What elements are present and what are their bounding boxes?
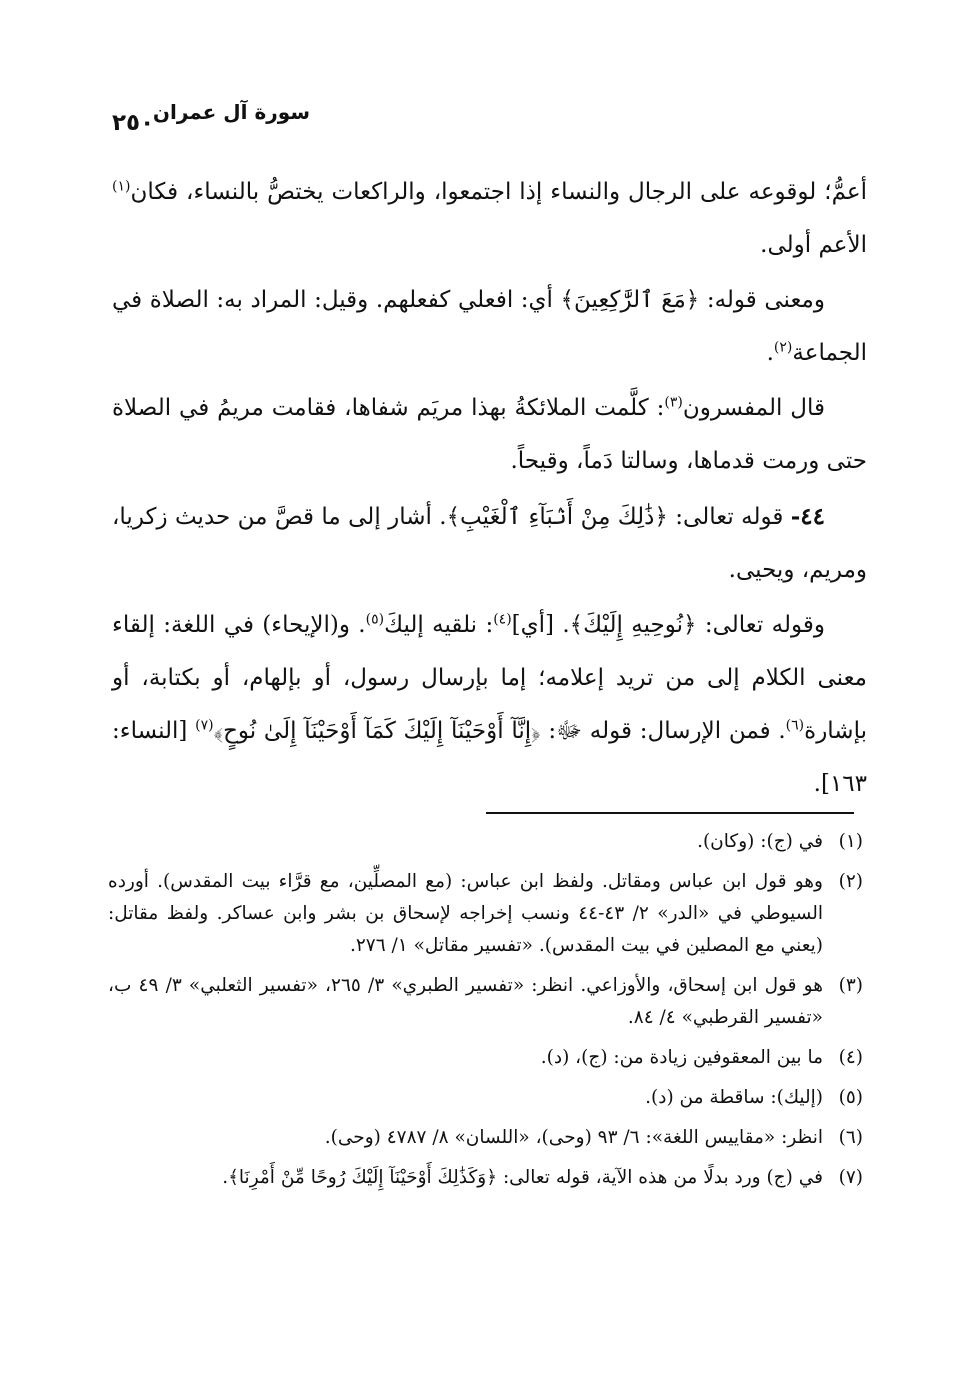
footnote-item [108,1082,863,1114]
running-header-title: سورة آل عمران [152,100,310,124]
footnote-ref-3[interactable]: (٣) [664,394,683,411]
footnote-item [108,826,863,858]
footnote-item [108,1162,863,1194]
footnote-number: (٦) [838,1127,863,1148]
p2-end: . [766,340,774,366]
footnote-text: وهو قول ابن عباس ومقاتل. ولفظ ابن عباس: (مع المصلِّين، مع قرَّاء بيت المقدس). أورده السيوطي في «الدر» ٢/ ٤٣-٤٤ ونسب إخراجه لإسحاق بن بشر وابن عساكر. ولفظ مقاتل: (يعني مع المصلين في بيت المقدس). «تفسير مقاتل» ١/ ٢٧٦. [108,871,823,956]
paragraph-5 [112,599,867,811]
footnote-text: انظر: «مقاييس اللغة»: ٦/ ٩٣ (وحى)، «اللسان» ٨/ ٤٧٨٧ (وحى). [324,1127,823,1148]
footnote-ref-1[interactable]: (١) [112,178,131,195]
footnote-ref-4[interactable]: (٤) [493,611,512,628]
footnote-number: (٧) [838,1167,863,1188]
footnote-ref-2[interactable]: (٢) [773,339,793,356]
main-text [112,166,867,813]
footnote-item [108,866,863,962]
p2-text: ومعنى قوله: ﴿مَعَ ٱلرَّٰكِعِينَ﴾ أي: افعلي كفعلهم. وقيل: المراد به: الصلاة في الجماعة [112,287,867,366]
footnote-number: (٣) [838,975,863,996]
footnote-text: ما بين المعقوفين زيادة من: (ج)، (د). [540,1047,823,1068]
paragraph-2 [112,274,867,380]
p5-text-d: . فمن الإرسال: قوله ﷻ: ﴿إِنَّآ أَوْحَيْنَآ إِلَيْكَ كَمَآ أَوْحَيْنَآ إِلَىٰ نُوحٍ﴾ [213,718,786,744]
p5-text-b: : نلقيه إليكَ [384,612,494,638]
footnote-number: (١) [838,831,863,852]
paragraph-3 [112,382,867,488]
p1-end: الأعم أولى. [760,232,867,258]
footnote-text: هو قول ابن إسحاق، والأوزاعي. انظر: «تفسير الطبري» ٣/ ٢٦٥، «تفسير الثعلبي» ٣/ ٤٩ ب، «تفسير القرطبي» ٤/ ٨٤. [108,975,823,1028]
p5-text-a: وقوله تعالى: ﴿نُوحِيهِ إِلَيْكَ﴾. [أي] [511,612,825,638]
footnote-item [108,970,863,1034]
p4-text: قوله تعالى: ﴿ذَٰلِكَ مِنْ أَنۢبَآءِ ٱلْغَيْبِ﴾. أشار إلى ما قصَّ من حديث زكريا، ومريم، ويحيى. [112,504,867,583]
footnote-number: (٢) [838,871,863,892]
verse-number: ٤٤- [790,503,825,530]
footnote-ref-6[interactable]: (٦) [785,717,805,734]
p3-text-a: قال المفسرون [682,395,825,421]
footnote-separator [486,812,854,814]
paragraph-4 [112,490,867,597]
page-number: ٢٥٠ [112,110,155,136]
footnote-number: (٤) [838,1047,863,1068]
footnote-text: في (ج): (وكان). [697,831,823,852]
paragraph-1 [112,166,867,272]
footnote-ref-7[interactable]: (٧) [195,717,214,734]
footnote-text: (إليك): ساقطة من (د). [645,1087,823,1108]
footnote-item [108,1122,863,1154]
footnote-item [108,1042,863,1074]
p5-text-e: [النساء: ١٦٣]. [112,718,867,797]
footnotes [108,826,863,1202]
footnote-ref-5[interactable]: (٥) [365,611,385,628]
p5-text-c: . و(الإيحاء) في اللغة: إلقاء معنى الكلام إلى من تريد إعلامه؛ إما بإرسال رسول، أو بإلهام، أو بكتابة، أو بإشارة [112,612,867,744]
p1-text: أعمُّ؛ لوقوعه على الرجال والنساء إذا اجتمعوا، والراكعات يختصُّ بالنساء، فكان [130,179,867,205]
footnote-number: (٥) [838,1087,863,1108]
p3-text-b: : كلَّمت الملائكةُ بهذا مريَم شفاها، فقامت مريمُ في الصلاة حتى ورمت قدماها، وسالتا دَماً، وقيحاً. [112,395,867,474]
footnote-text: في (ج) ورد بدلًا من هذه الآية، قوله تعالى: ﴿وَكَذَٰلِكَ أَوْحَيْنَآ إِلَيْكَ رُوحًا مِّنْ أَمْرِنَا﴾. [222,1167,823,1188]
